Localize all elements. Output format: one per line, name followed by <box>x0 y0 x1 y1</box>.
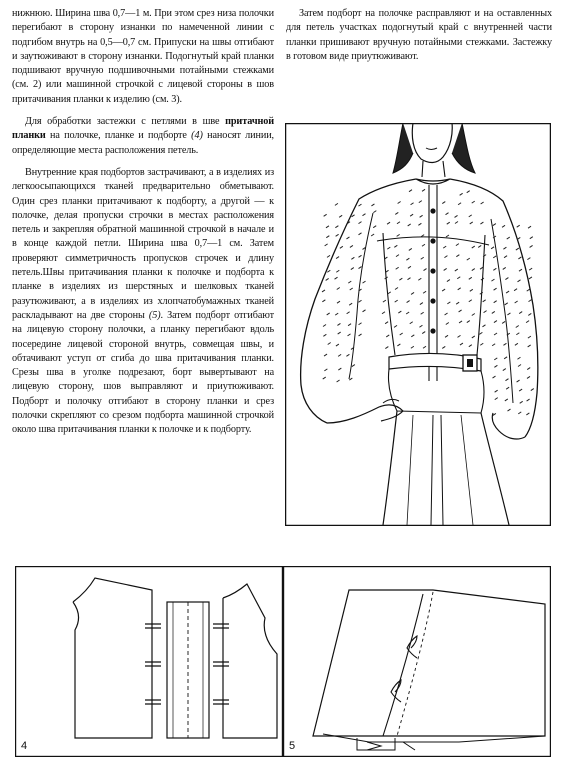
right-text-column <box>286 7 552 64</box>
figure-ref-4: (4) <box>191 130 203 142</box>
paragraph-3-text-b: . Затем подборт отгибают на лицевую сторону полочки, а планку перегибают вдоль посередине лицевой стороной внутрь, совмещая швы, и обтачивают уступ от сгиба до шва притачивания планки. Срезы шва в уголке подрезают, борт вывертывают на лицевую сторону, шов выправляют и приутюживают. Подборт и полочку отгибают в сторону планки и срез полочки скрепляют со срезом подборта машинной строчкой около шва притачивания планки к полочке и к подборту. <box>12 309 274 436</box>
figure-4-label: 4 <box>21 740 28 752</box>
paragraph-3 <box>12 166 274 438</box>
paragraph-3-text-a: Внутренние края подбортов застрачивают, а в изделиях из легкоосыпающихся тканей предварительно обметывают. Один срез планки притачивают к подборту, а другой — к полочке, делая пропуски строчки в местах расположения петель и закрепляя обратной машинной строчкой в начале и в конце каждой петли. Ширина шва 0,7—1 см. Затем проверяют симметричность пропусков строчек и длину петель.Швы притачивания планки к полочке и подборта к планке в изделиях из шерстяных и шелковых тканей разутюживают, а в изделиях из хлопчатобумажных тканей раскладывают на две стороны <box>12 166 274 321</box>
figure-4-pattern-pieces <box>15 566 283 757</box>
left-text-column <box>12 7 274 438</box>
paragraph-1: нижнюю. Ширина шва 0,7—1 м. При этом срез низа полочки перегибают в сторону изнанки по намеченной линии с подгибом внутрь на 0,5—0,7 см. Припуски на швы отгибают и заутюживают в сторону изнанки. Подогнутый край планки подшивают вручную подшивочными потайными стежками (см. 2) или машинной строчкой с лицевой стороны в шов притачивания планки к изделию (см. 3). <box>12 8 274 105</box>
figure-ref-5: (5) <box>148 309 161 321</box>
right-paragraph-1: Затем подборт на полочке расправляют и на оставленных для петель участках подогнутый край с внутренней части планки пришивают вручную потайными стежками. Застежку в готовом виде приутюживают. <box>286 8 552 62</box>
paragraph-2 <box>12 115 274 158</box>
paragraph-2-text-b: на полочке, планке и подборте <box>50 130 187 142</box>
figure-5-label: 5 <box>289 740 296 752</box>
term-bold: притачной планки <box>12 116 274 142</box>
paragraph-2-text-c: наносят линии, определяющие места расположения петель. <box>12 130 274 156</box>
figure-5-placket-assembly <box>283 566 551 757</box>
dress-illustration <box>285 123 551 526</box>
paragraph-2-text-a: Для обработки застежки с петлями в шве <box>25 116 220 128</box>
